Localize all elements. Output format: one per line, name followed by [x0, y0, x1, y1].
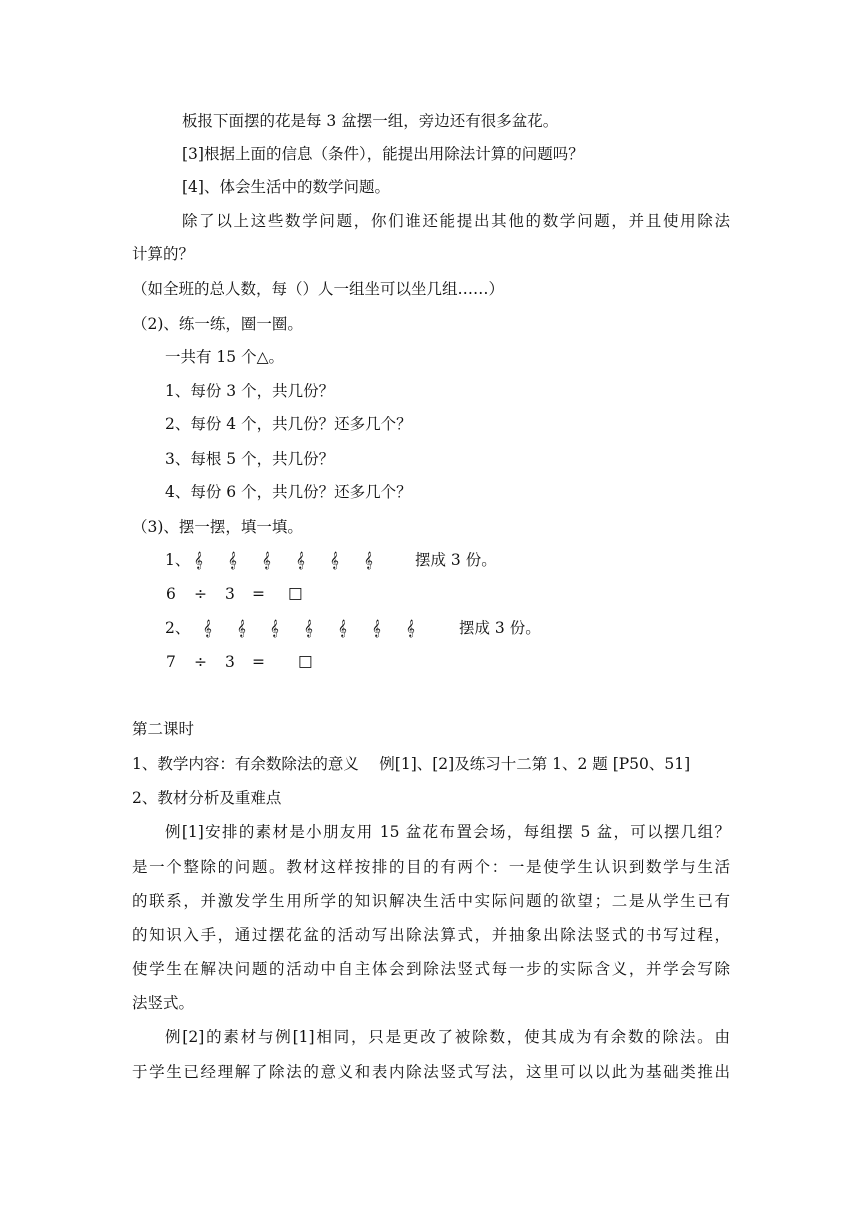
treble-clef-icon: 𝄞 [364, 551, 373, 569]
treble-clef-icon: 𝄞 [338, 619, 347, 637]
text-line: 一共有 15 个△。 [165, 348, 284, 366]
treble-clef-icon: 𝄞 [406, 619, 415, 637]
equation-dividend: 6 [166, 585, 176, 603]
treble-clef-icon: 𝄞 [330, 551, 339, 569]
paragraph-line: 法竖式。 [132, 994, 195, 1012]
paragraph-line: 的知识入手，通过摆花盆的活动写出除法算式，并抽象出除法竖式的书写过程， [132, 926, 730, 944]
text-line: [4]、体会生活中的数学问题。 [182, 178, 390, 196]
text-line: 计算的？ [132, 245, 195, 263]
treble-clef-icon: 𝄞 [372, 619, 381, 637]
equation-divisor: 3 [225, 653, 235, 671]
treble-clef-icon: 𝄞 [203, 619, 212, 637]
text-line: 除了以上这些数学问题，你们谁还能提出其他的数学问题，并且使用除法 [182, 212, 730, 230]
section-heading: （2)、练一练，圈一圈。 [132, 315, 303, 333]
treble-clef-icon: 𝄞 [194, 551, 203, 569]
list-item: 3、每根 5 个，共几份？ [165, 450, 335, 468]
list-item: 1、每份 3 个，共几份？ [165, 382, 335, 400]
paragraph-line: 于学生已经理解了除法的意义和表内除法竖式写法，这里可以以此为基础类推出 [132, 1063, 730, 1081]
paragraph-line: 是一个整除的问题。教材这样按排的目的有两个：一是使学生认识到数学与生活 [132, 858, 730, 876]
division-sign: ÷ [194, 585, 207, 603]
treble-clef-icon: 𝄞 [270, 619, 279, 637]
treble-clef-icon: 𝄞 [296, 551, 305, 569]
list-item: 2、每份 4 个，共几份？还多几个？ [165, 415, 412, 433]
lesson-title: 第二课时 [132, 720, 195, 738]
treble-clef-icon: 𝄞 [237, 619, 246, 637]
paragraph-line: 例[1]安排的素材是小朋友用 15 盆花布置会场，每组摆 5 盆，可以摆几组？ [165, 823, 730, 841]
paragraph-line: 使学生在解决问题的活动中自主体会到除法竖式每一步的实际含义，并学会写除 [132, 960, 730, 978]
text-line: 板报下面摆的花是每 3 盆摆一组，旁边还有很多盆花。 [182, 112, 559, 130]
list-item-number: 1、 [165, 551, 191, 569]
treble-clef-icon: 𝄞 [304, 619, 313, 637]
equals-sign: = [252, 585, 265, 603]
paragraph-line: 例[2]的素材与例[1]相同，只是更改了被除数，使其成为有余数的除法。由 [165, 1028, 730, 1046]
division-sign: ÷ [194, 653, 207, 671]
paragraph-line: 的联系，并激发学生用所学的知识解决生活中实际问题的欲望；二是从学生已有 [132, 892, 730, 910]
treble-clef-icon: 𝄞 [228, 551, 237, 569]
answer-box: □ [288, 584, 303, 602]
equation-divisor: 3 [225, 585, 235, 603]
answer-box: □ [298, 652, 313, 670]
treble-clef-icon: 𝄞 [262, 551, 271, 569]
list-item-text: 摆成 3 份。 [459, 619, 541, 637]
section-heading: （3)、摆一摆，填一填。 [132, 518, 303, 536]
text-line: 1、教学内容：有余数除法的意义 例[1]、[2]及练习十二第 1、2 题 [P50、51] [132, 755, 691, 773]
equals-sign: = [252, 653, 265, 671]
text-line: 2、教材分析及重难点 [132, 789, 282, 807]
equation-dividend: 7 [166, 653, 176, 671]
list-item-number: 2、 [165, 619, 191, 637]
list-item: 4、每份 6 个，共几份？还多几个？ [165, 483, 412, 501]
text-line: [3]根据上面的信息（条件），能提出用除法计算的问题吗？ [182, 145, 584, 163]
list-item-text: 摆成 3 份。 [415, 551, 497, 569]
text-line: （如全班的总人数，每（）人一组坐可以坐几组……） [132, 280, 505, 298]
